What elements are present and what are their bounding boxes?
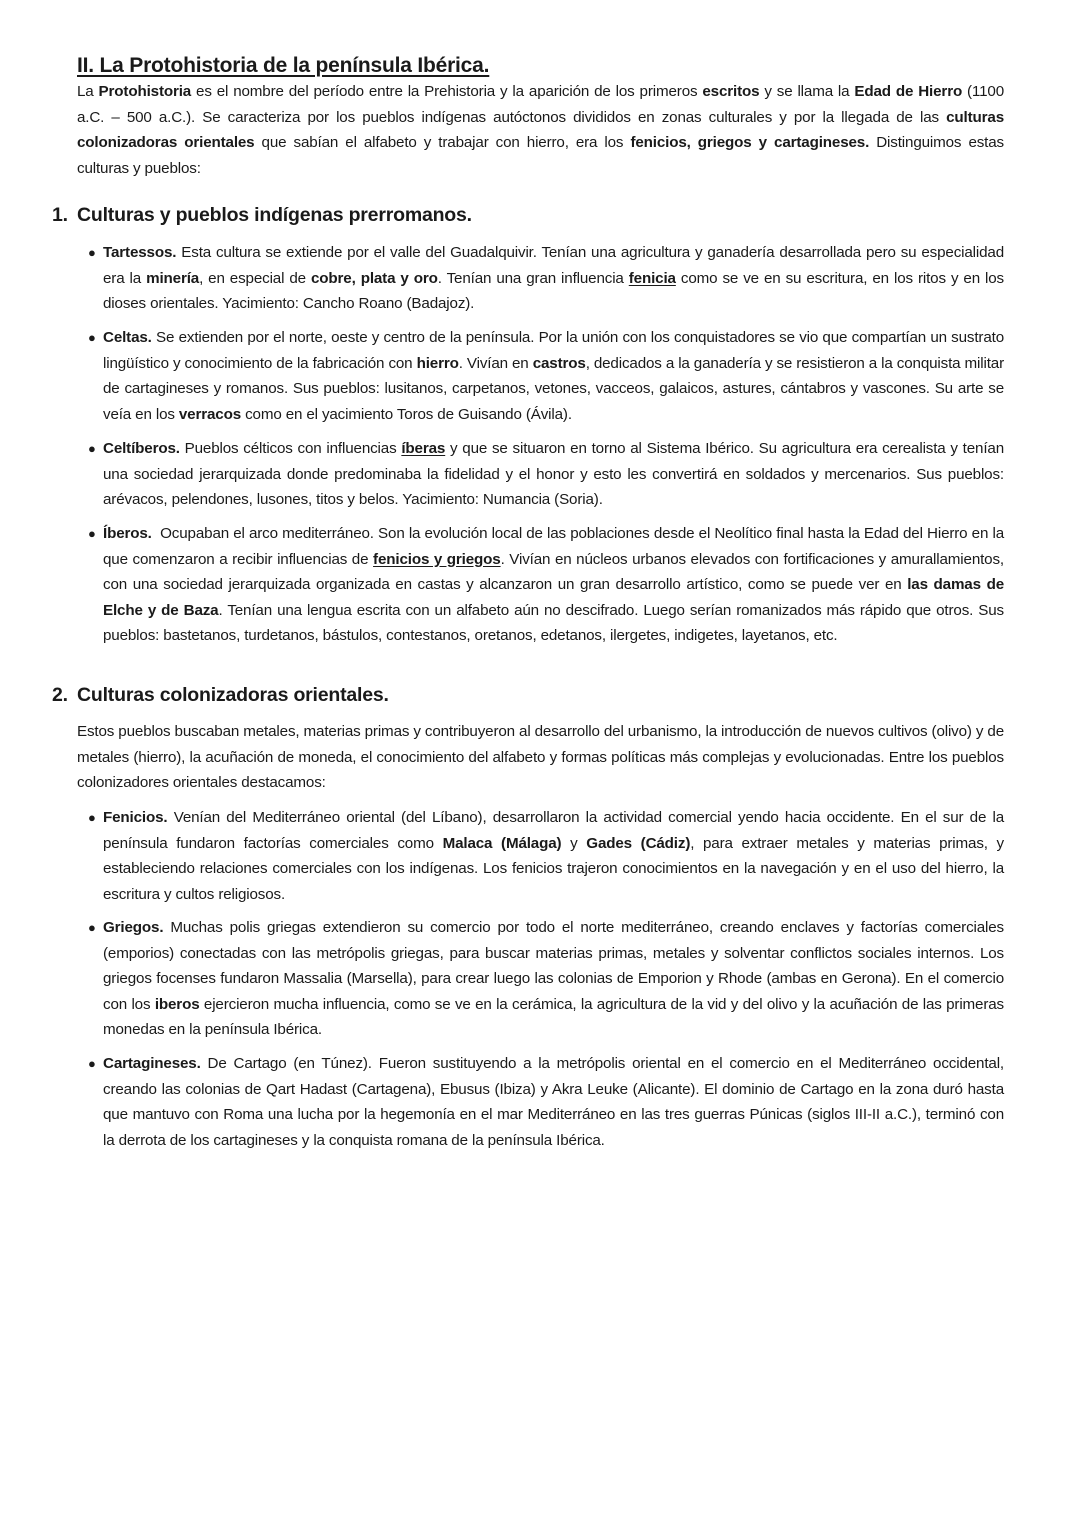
item-name: Celtas. (103, 329, 152, 346)
bold-term: Protohistoria (98, 83, 192, 100)
item-name: Celtíberos. (103, 440, 180, 457)
underlined-term: íberas (401, 440, 446, 457)
intro-paragraph (77, 79, 1004, 181)
bullet-icon: ● (88, 330, 96, 345)
text: Esta cultura se extiende por el valle del Guadalquivir. Tenían una agricultura y ganadería desarrollada pero su especialidad era la (103, 244, 1004, 287)
bold-term: cobre, plata y oro (310, 269, 438, 287)
section-title: Culturas colonizadoras orientales. (77, 684, 389, 706)
list-item-celtiberos (88, 436, 1004, 513)
text: Distinguimos estas culturas y pueblos: (77, 134, 1004, 177)
text: es el nombre del período entre la Prehistoria y la aparición de los primeros (191, 83, 703, 100)
text: ejercieron mucha influencia, como se ve en la cerámica, la agricultura de la vid y del olivo y la acuñación de las primeras monedas en la península Ibérica. (103, 995, 1005, 1039)
section-title: Culturas y pueblos indígenas prerromanos. (77, 204, 472, 226)
bold-term: fenicios, griegos y cartagineses. (630, 134, 870, 152)
text: Se extienden por el norte, oeste y centro de la península. Por la unión con los conquistadores se vio que compartían un sustrato lingüístico y conocimiento de la fabricación con (103, 329, 1004, 372)
text: . Tenían una gran influencia (437, 269, 629, 287)
text: que sabían el alfabeto y trabajar con hierro, era los (254, 134, 631, 152)
bold-term: castros (532, 354, 586, 372)
bullet-icon: ● (88, 810, 96, 825)
text: . Tenían una lengua escrita con un alfabeto aún no descifrado. Luego serían romanizados más rápido que otros. Sus pueblos: bastetanos, turdetanos, bástulos, contestanos, oretanos, edetanos, ilergetes, indigetes, layetanos, etc. (103, 601, 1004, 645)
underlined-term: fenicia (628, 269, 676, 287)
text: . Vivían en (458, 354, 533, 372)
section-number: 1. (52, 204, 68, 226)
bold-term: culturas colonizadoras orientales (77, 108, 1004, 152)
text: , en especial de (199, 269, 311, 287)
bullet-icon: ● (88, 441, 96, 456)
list-item-celtas (88, 325, 1004, 427)
item-name: Cartagineses. (103, 1055, 201, 1072)
page-title: II. La Protohistoria de la península Ibérica. (77, 54, 490, 77)
bold-term: escritos (702, 83, 760, 100)
underlined-term: fenicios y griegos (373, 550, 501, 568)
bold-term: Malaca (Málaga) (442, 834, 562, 852)
text: De Cartago (en Túnez). Fueron sustituyendo a la metrópolis oriental en el comercio en el Mediterráneo occidental, creando las colonias de Qart Hadast (Cartagena), Ebusus (Ibiza) y Akra Leuke (Alicante). El dominio de Cartago en la zona duró hasta que mantuvo con Roma una lucha por la hegemonía en el mar Mediterráneo en las tres guerras Púnicas (siglos III-II a.C.), terminó con la derrota de los cartagineses y la conquista romana de la península Ibérica. (103, 1055, 1004, 1149)
text: Muchas polis griegas extendieron su comercio por todo el norte mediterráneo, creando enclaves y factorías comerciales (emporios) conectadas con las metrópolis griegas, para buscar materias primas, metales y solventar conflictos sociales internos. Los griegos focenses fundaron Massalia (Marsella), para crear luego las colonias de Emporion y Rhode (ambas en Gerona). En el comercio con los (103, 919, 1004, 1013)
bold-term: Edad de Hierro (854, 83, 963, 100)
text: como se ve en su escritura, en los ritos y en los dioses orientales. Yacimiento: Cancho Roano (Badajoz). (103, 269, 1004, 313)
text: , para extraer metales y materias primas, y estableciendo relaciones comerciales con los indígenas. Los fenicios trajeron conocimientos en la navegación y en el uso del hierro, la escritura y cultos religiosos. (103, 834, 1004, 903)
text: y que se situaron en torno al Sistema Ibérico. Su agricultura era cerealista y tenían una sociedad jerarquizada donde predominaba la fidelidad y el honor y esto les convertirá en soldados y mercenarios. Sus pueblos: arévacos, pelendones, lusones, titos y belos. Yacimiento: Numancia (Soria). (103, 440, 1004, 509)
section2-intro: Estos pueblos buscaban metales, materias primas y contribuyeron al desarrollo del urbanismo, la introducción de nuevos cultivos (olivo) y de metales (hierro), la acuñación de moneda, el conocimiento del alfabeto y formas políticas más complejas y evolucionadas. Entre los pueblos colonizadores orientales destacamos: (77, 723, 1005, 792)
section-heading-1 (52, 204, 472, 227)
item-name: Tartessos. (103, 244, 177, 261)
section-number: 2. (52, 684, 68, 706)
bold-term: hierro (416, 354, 459, 372)
text: como en el yacimiento Toros de Guisando (Ávila). (241, 405, 572, 423)
text: Venían del Mediterráneo oriental (del Líbano), desarrollaron la actividad comercial yendo hacia occidente. En el sur de la península fundaron factorías comerciales como (103, 809, 1004, 852)
text: y (561, 834, 587, 852)
text: , dedicados a la ganadería y se resistieron a la conquista militar de cartagineses y romanos. Sus pueblos: lusitanos, carpetanos, vetones, vacceos, galaicos, astures, cántabros y vascones. Su arte se veía en los (103, 354, 1004, 423)
list-item-cartagineses (88, 1051, 1004, 1153)
bold-term: iberos (154, 995, 200, 1013)
text: La (77, 83, 99, 100)
bullet-icon: ● (88, 1056, 96, 1071)
item-name: Griegos. (103, 919, 164, 936)
text: (1100 a.C. – 500 a.C.). Se caracteriza por los pueblos indígenas autóctonos divididos en zonas culturales y por la llegada de las (77, 83, 1004, 126)
list-item-tartessos (88, 240, 1004, 317)
bold-term: las damas de Elche y de Baza (103, 576, 1004, 619)
text: Ocupaban el arco mediterráneo. Son la evolución local de las poblaciones desde el Neolítico final hasta la Edad del Hierro en la que comenzaron a recibir influencias de (103, 525, 1009, 568)
section-heading-2 (52, 684, 389, 707)
item-name: Íberos. (103, 525, 152, 542)
bold-term: minería (146, 269, 200, 287)
bullet-icon: ● (88, 526, 96, 541)
item-name: Fenicios. (103, 809, 168, 826)
list-item-fenicios (88, 805, 1004, 907)
bullet-icon: ● (88, 245, 96, 260)
bold-term: Gades (Cádiz) (586, 834, 691, 852)
bold-term: verracos (178, 405, 242, 423)
text: Pueblos célticos con influencias (179, 440, 402, 457)
text: y se llama la (759, 83, 855, 100)
bullet-icon: ● (88, 920, 96, 935)
text: . Vivían en núcleos urbanos elevados con fortificaciones y amurallamientos, con una sociedad jerarquizada organizada en castas y alcanzaron un gran desarrollo artístico, como se puede ver en (103, 550, 1004, 594)
list-item-iberos (88, 521, 1009, 649)
list-item-griegos (88, 915, 1005, 1043)
